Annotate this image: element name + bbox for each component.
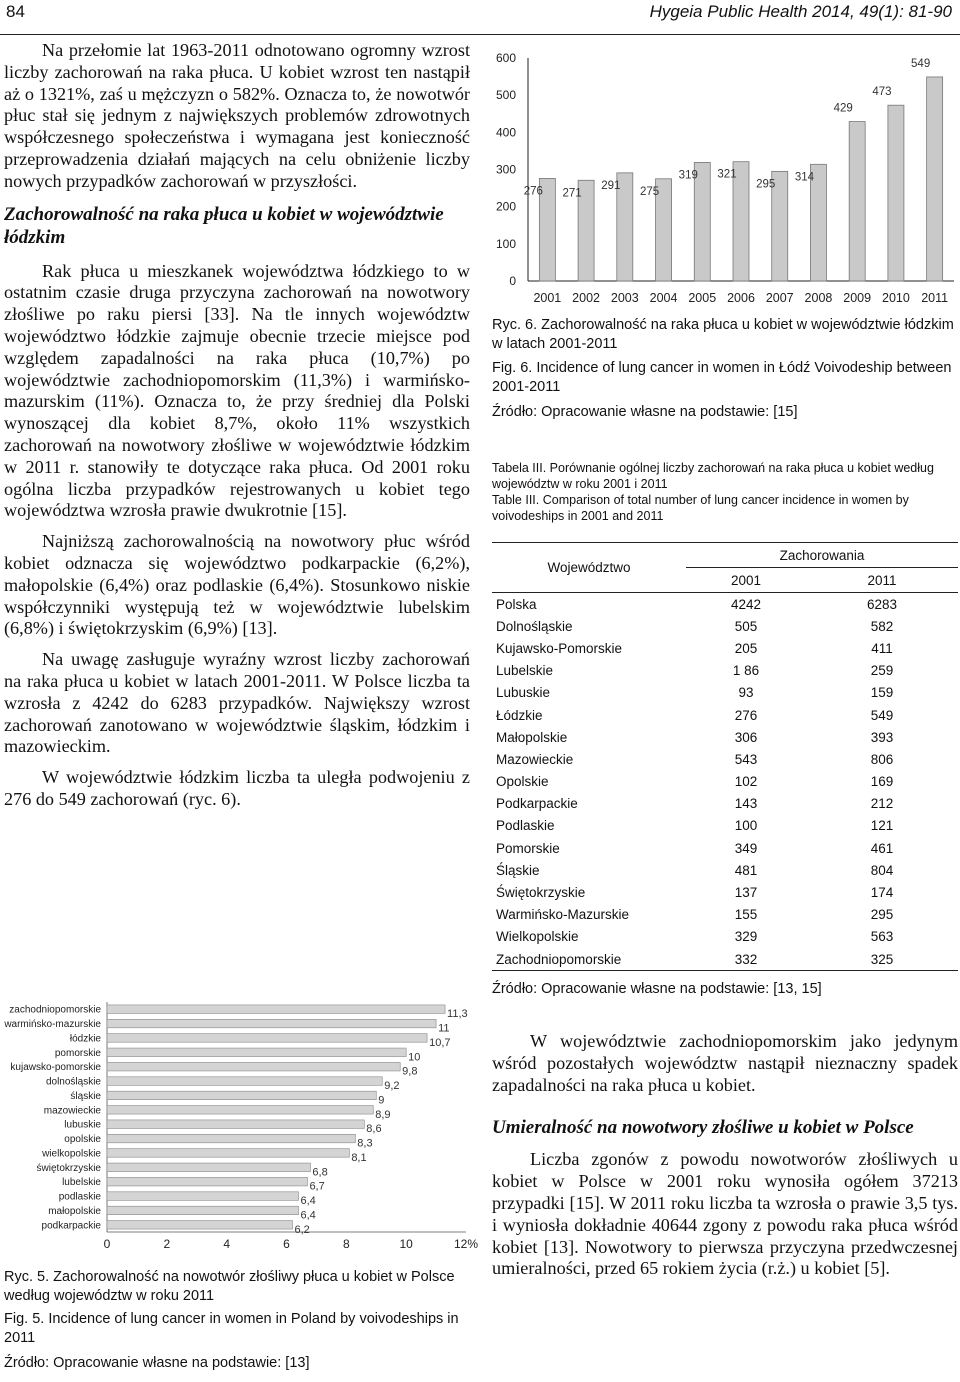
- table-cell-2011: 295: [870, 907, 894, 923]
- table-row: [492, 926, 958, 948]
- table-cell-region: Pomorskie: [496, 840, 560, 856]
- table-cell-2001: 93: [738, 685, 754, 701]
- table-cell-2011: 174: [870, 885, 894, 901]
- fig5-category-label: łódzkie: [69, 1033, 101, 1045]
- fig6-caption-pl: Ryc. 6. Zachorowalność na raka płuca u kobiet w województwie łódzkim w latach 2001-2011: [492, 317, 954, 352]
- table-cell-2011: 6283: [866, 596, 898, 612]
- table-cell-2011: 325: [870, 951, 894, 967]
- table-row: [492, 948, 958, 971]
- table-row: [492, 660, 958, 682]
- table3-title-en: Table III. Comparison of total number of lung cancer incidence in women by voivodeships in 2001 and 2011: [492, 493, 909, 523]
- table-row: [492, 682, 958, 704]
- fig5-category-label: lubelskie: [62, 1177, 101, 1189]
- page-number: 84: [6, 2, 25, 21]
- table-row: [492, 704, 958, 726]
- fig6-x-tick-label: 2001: [533, 291, 562, 305]
- table-row: [492, 793, 958, 815]
- fig5-value-label: 10,7: [429, 1036, 451, 1049]
- table-cell-2011: 393: [870, 729, 894, 745]
- section-heading-lodz: Zachorowalność na raka płuca u kobiet w województwie łódzkim: [4, 203, 444, 248]
- table-cell-2001: 205: [734, 640, 758, 656]
- table-cell-2011: 159: [870, 685, 894, 701]
- fig6-y-tick-label: 600: [495, 51, 516, 65]
- fig6-value-label: 271: [562, 187, 582, 200]
- fig6-value-label: 321: [717, 168, 737, 181]
- fig5-category-label: wielkopolskie: [42, 1148, 101, 1160]
- table-cell-2011: 169: [870, 774, 894, 790]
- fig5-category-label: mazowieckie: [43, 1105, 101, 1117]
- fig5-category-label: warmińsko-mazurskie: [4, 1019, 101, 1031]
- fig5-category-label: podkarpackie: [41, 1220, 101, 1232]
- table-cell-region: Zachodniopomorskie: [496, 951, 622, 967]
- paragraph-lowest-incidence: Najniższą zachorowalnością na nowotwory płuc wśród kobiet odznacza się województwo podkarpackie (6,2%), małopolskie (6,4%) oraz podlaskie (6,4%). Stosunkowo niskie współczynniki występują też w województwie lubelskim (6,8%) i świętokrzyskim (6,9%) [13].: [4, 531, 470, 639]
- fig6-value-label: 549: [911, 57, 931, 70]
- fig5-x-tick-label: 2: [163, 1237, 171, 1251]
- table-row: [492, 881, 958, 903]
- table-cell-region: Dolnośląskie: [496, 618, 573, 634]
- table-cell-region: Polska: [496, 596, 537, 612]
- table3-title-block: [492, 460, 958, 524]
- table-row: [492, 815, 958, 837]
- table-cell-2011: 549: [870, 707, 894, 723]
- table3-header-group: Zachorowania: [686, 543, 958, 568]
- fig6-caption-en: Fig. 6. Incidence of lung cancer in women in Łódź Voivodeship between 2001-2011: [492, 360, 952, 395]
- table-cell-region: Kujawsko-Pomorskie: [496, 640, 623, 656]
- table-row: [492, 771, 958, 793]
- table-cell-2001: 349: [734, 840, 758, 856]
- fig6-x-tick-label: 2010: [882, 291, 910, 305]
- right-text-block: [492, 1031, 958, 1280]
- fig6-x-tick-label: 2005: [688, 291, 717, 305]
- table-cell-region: Śląskie: [496, 862, 540, 878]
- paragraph-lodz-doubling: W województwie łódzkim liczba ta uległa podwojeniu z 276 do 549 zachorowań (ryc. 6).: [4, 767, 470, 809]
- fig6-x-tick-label: 2008: [804, 291, 833, 305]
- fig5-horizontal-bar-chart: [0, 996, 480, 1252]
- fig5-category-label: kujawsko-pomorskie: [10, 1062, 101, 1074]
- fig5-category-label: małopolskie: [48, 1205, 101, 1217]
- fig5-bar: [107, 1192, 298, 1201]
- table-cell-region: Podkarpackie: [496, 796, 578, 812]
- fig5-value-label: 11,3: [447, 1008, 468, 1021]
- table-cell-2001: 143: [734, 796, 758, 812]
- fig5-bar: [107, 1177, 307, 1186]
- table-cell-2001: 155: [734, 907, 758, 923]
- table-cell-2001: 332: [734, 951, 758, 967]
- table-cell-2001: 1 86: [732, 663, 760, 679]
- fig5-bar: [107, 1062, 400, 1071]
- fig5-category-label: śląskie: [70, 1090, 101, 1102]
- fig5-value-label: 9: [378, 1094, 385, 1107]
- fig5-x-tick-label: 4: [223, 1237, 231, 1251]
- fig5-bar: [107, 1120, 364, 1129]
- fig5-value-label: 8,6: [366, 1123, 382, 1136]
- fig6-x-tick-label: 2004: [649, 291, 678, 305]
- table-cell-2001: 4242: [730, 596, 762, 612]
- table3-title-pl: Tabela III. Porównanie ogólnej liczby zachorowań na raka płuca u kobiet według województw w roku 2001 i 2011: [492, 461, 934, 491]
- fig5-category-label: świętokrzyskie: [36, 1162, 101, 1174]
- table-cell-2001: 329: [734, 929, 758, 945]
- paragraph-mortality: Liczba zgonów z powodu nowotworów złośliwych u kobiet w Polsce w 2001 roku wynosiła ogółem 37213 przypadki [15]. W 2011 roku liczba ta wzrosła o prawie 3,5 tys. i wyniosła dokładnie 40644 zgony z powodu raka płuca wśród kobiet [13]. Nowotwory to pierwsza przyczyna przedwczesnej umieralności, przed 65 rokiem życia (r.ż.) u kobiet [5].: [492, 1149, 958, 1279]
- table-cell-2011: 212: [870, 796, 894, 812]
- fig6-x-tick-label: 2007: [765, 291, 794, 305]
- fig5-caption-block: [4, 1268, 470, 1373]
- fig6-bar: [927, 77, 943, 281]
- fig6-y-tick-label: 300: [495, 162, 516, 177]
- journal-header: Hygeia Public Health 2014, 49(1): 81-90: [649, 2, 952, 21]
- fig6-value-label: 275: [639, 185, 660, 198]
- table3: [492, 542, 958, 971]
- fig5-bar: [107, 1106, 373, 1115]
- table3-container: [492, 542, 958, 971]
- fig5-category-label: pomorskie: [54, 1047, 101, 1059]
- table3-source: Źródło: Opracowanie własne na podstawie: [13, 15]: [492, 981, 822, 997]
- fig6-vertical-bar-chart: [488, 46, 960, 314]
- fig5-bar: [107, 1149, 349, 1158]
- fig5-value-label: 8,9: [375, 1108, 391, 1121]
- table-cell-2001: 306: [734, 729, 758, 745]
- fig6-value-label: 429: [833, 102, 853, 115]
- fig5-x-tick-label: 6: [283, 1237, 290, 1251]
- table-row: [492, 726, 958, 748]
- fig6-bar: [849, 122, 865, 281]
- table-cell-2001: 102: [734, 774, 758, 790]
- table-cell-2011: 259: [870, 663, 894, 679]
- fig5-x-tick-label: 0: [103, 1237, 111, 1251]
- section-heading-mortality: Umieralność na nowotwory złośliwe u kobiet w Polsce: [492, 1117, 914, 1139]
- table-cell-2011: 563: [870, 929, 894, 945]
- table-cell-region: Podlaskie: [496, 818, 555, 834]
- fig5-category-label: opolskie: [64, 1134, 101, 1146]
- left-column: [4, 40, 470, 811]
- table-cell-region: Lubuskie: [496, 685, 551, 701]
- table-row: [492, 637, 958, 659]
- table-cell-2001: 481: [734, 862, 758, 878]
- table-cell-region: Lubelskie: [496, 663, 554, 679]
- fig5-bar: [107, 1077, 382, 1086]
- table-cell-2001: 505: [734, 618, 758, 634]
- paragraph-zachodniopomorskie: W województwie zachodniopomorskim jako jedynym wśród pozostałych województw nastąpił nieznaczny spadek zapadalności na raka płuca u kobiet.: [492, 1031, 958, 1095]
- fig5-value-label: 9,2: [384, 1080, 400, 1093]
- table-row: [492, 748, 958, 770]
- fig6-y-tick-label: 100: [495, 236, 516, 251]
- table-cell-2011: 121: [870, 818, 894, 834]
- table3-source-block: [492, 980, 958, 999]
- table-cell-region: Łódzkie: [496, 707, 543, 723]
- fig5-value-label: 6,7: [309, 1180, 325, 1193]
- fig6-value-label: 295: [756, 178, 776, 191]
- fig6-bar: [888, 105, 904, 281]
- fig6-x-tick-label: 2003: [610, 291, 639, 305]
- table-cell-region: Świętokrzyskie: [496, 885, 586, 901]
- fig5-value-label: 6,4: [300, 1195, 316, 1208]
- fig6-y-tick-label: 200: [495, 199, 516, 214]
- table-row: [492, 904, 958, 926]
- table-row: [492, 615, 958, 637]
- table-cell-region: Warmińsko-Mazurskie: [496, 907, 630, 923]
- fig5-category-label: zachodniopomorskie: [9, 1004, 101, 1016]
- table-cell-region: Opolskie: [496, 774, 549, 790]
- table-cell-region: Wielkopolskie: [496, 929, 579, 945]
- table-cell-2011: 804: [870, 862, 894, 878]
- fig5-category-label: dolnośląskie: [45, 1076, 101, 1088]
- fig6-value-label: 291: [601, 179, 621, 192]
- paragraph-growth: Na uwagę zasługuje wyraźny wzrost liczby zachorowań na raka płuca u kobiet w latach 2001-2011. W Polsce liczba ta wzrosła z 4242 do 6283 przypadków. Największy wzrost zachorowań zanotowano w województwie śląskim, łódzkim i mazowieckim.: [4, 649, 470, 757]
- table-cell-2001: 100: [734, 818, 758, 834]
- table-row: [492, 859, 958, 881]
- fig5-x-tick-label: 8: [342, 1237, 350, 1251]
- table-cell-2001: 276: [734, 707, 758, 723]
- fig5-bar: [107, 1034, 427, 1043]
- paragraph-lodz-rank: Rak płuca u mieszkanek województwa łódzkiego to w ostatnim czasie druga przyczyna zachorowań na nowotwory złośliwe po raku piersi [33]. Na tle innych województw województwo łódzkie zajmuje obecnie trzecie miejsce pod względem zapadalności na raka płuca (10,7%) po województwie zachodniopomorskim (11,3%) i warmińsko-mazurskim (11%). Oznacza to, że przy średniej dla Polski wynoszącej dla kobiet 8,7%, około 11% wszystkich zachorowań na nowotwory złośliwe w województwie łódzkim w 2011 r. stanowiły te dotyczące raka płuca. Od 2001 roku ogólna liczba przypadków rejestrowanych u kobiet tego województwa wzrosła prawie dwukrotnie [15].: [4, 260, 470, 521]
- fig5-bar: [107, 1091, 376, 1100]
- fig6-value-label: 319: [678, 169, 698, 182]
- table-cell-2011: 582: [870, 618, 894, 634]
- fig5-category-label: podlaskie: [58, 1191, 101, 1203]
- fig6-x-tick-label: 2009: [843, 291, 872, 305]
- fig6-x-tick-label: 2002: [572, 291, 600, 305]
- fig6-value-label: 276: [523, 185, 543, 198]
- fig5-bar: [107, 1005, 445, 1014]
- fig6-x-tick-label: 2006: [727, 291, 755, 305]
- fig5-category-label: lubuskie: [64, 1119, 101, 1131]
- fig5-bar: [107, 1221, 292, 1230]
- fig5-value-label: 8,3: [357, 1137, 373, 1150]
- table-row: [492, 593, 958, 616]
- table3-header-2011: 2011: [806, 568, 958, 593]
- paragraph-intro: Na przełomie lat 1963-2011 odnotowano ogromny wzrost liczby zachorowań na raka płuca. U kobiet wzrost ten nastąpił aż o 1321%, zaś u mężczyzn o 582%. Oznacza to, że nowotwór płuc stał się jednym z największych problemów zdrowotnych współczesnego społeczeństwa i wymagana jest konieczność przeprowadzenia działań mających na celu obniżenie liczby nowych przypadków zachorowań w przyszłości.: [4, 40, 470, 191]
- fig5-caption-pl: Ryc. 5. Zachorowalność na nowotwór złośliwy płuca u kobiet w Polsce według województw w roku 2011: [4, 1269, 455, 1304]
- fig5-value-label: 8,1: [351, 1151, 367, 1164]
- table-cell-2001: 543: [734, 751, 758, 767]
- fig5-bar: [107, 1163, 310, 1172]
- fig5-value-label: 6,8: [312, 1166, 328, 1179]
- fig5-value-label: 11: [438, 1022, 450, 1035]
- fig5-value-label: 6,4: [300, 1209, 316, 1222]
- table-cell-2011: 806: [870, 751, 894, 767]
- fig5-value-label: 10: [408, 1051, 421, 1064]
- fig5-caption-en: Fig. 5. Incidence of lung cancer in women in Poland by voivodeships in 2011: [4, 1311, 459, 1346]
- table3-header-region: Województwo: [492, 543, 686, 593]
- fig6-value-label: 473: [872, 86, 892, 99]
- fig5-bar: [107, 1048, 406, 1057]
- table-cell-2001: 137: [734, 885, 758, 901]
- table-cell-region: Małopolskie: [496, 729, 568, 745]
- fig5-value-label: 9,8: [402, 1065, 418, 1078]
- fig5-bar: [107, 1019, 436, 1028]
- table3-header-2001: 2001: [686, 568, 806, 593]
- table-cell-2011: 411: [871, 640, 893, 656]
- fig6-value-label: 314: [794, 171, 815, 184]
- fig5-source: Źródło: Opracowanie własne na podstawie: [13]: [4, 1355, 310, 1371]
- fig6-x-tick-label: 2011: [921, 291, 949, 305]
- fig6-y-tick-label: 0: [509, 274, 516, 288]
- fig5-bar: [107, 1206, 298, 1215]
- table-cell-region: Mazowieckie: [496, 751, 574, 767]
- fig5-x-tick-label: 12%: [453, 1237, 479, 1251]
- fig5-x-tick-label: 10: [399, 1237, 413, 1251]
- fig6-source: Źródło: Opracowanie własne na podstawie: [15]: [492, 404, 798, 420]
- table-cell-2011: 461: [870, 840, 894, 856]
- fig5-bar: [107, 1134, 355, 1143]
- fig6-caption-block: [492, 316, 958, 422]
- fig6-y-tick-label: 400: [495, 125, 516, 140]
- header-rule: [0, 34, 960, 35]
- fig5-value-label: 6,2: [294, 1223, 310, 1236]
- table-row: [492, 837, 958, 859]
- fig6-y-tick-label: 500: [495, 88, 516, 103]
